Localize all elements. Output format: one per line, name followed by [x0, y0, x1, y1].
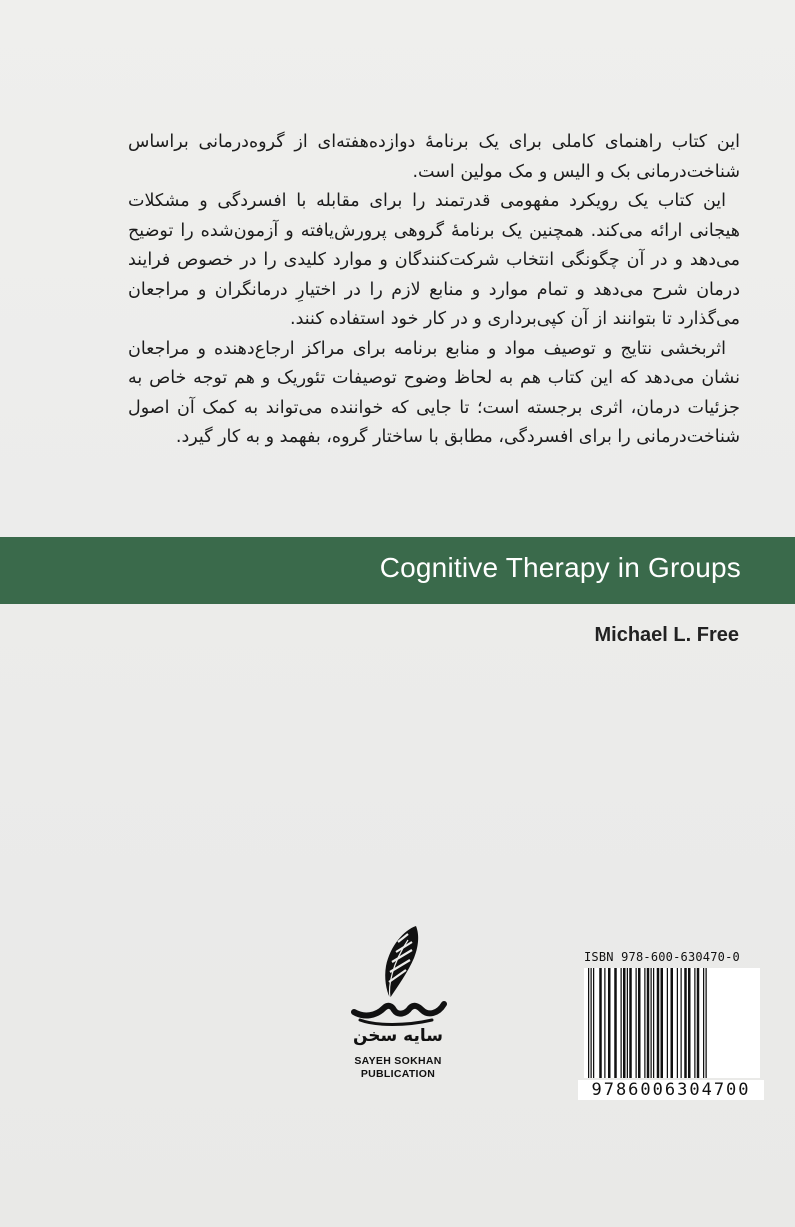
book-description	[128, 128, 740, 453]
barcode	[584, 968, 760, 1078]
description-paragraph-2: این کتاب یک رویکرد مفهومی قدرتمند را برای مقابله با افسردگی و مشکلات هیجانی ارائه می‌کند. همچنین یک برنامهٔ گروهی پرورش‌یافته و آزمون‌شده را توضیح می‌دهد و در آن چگونگی انتخاب شرکت‌کنندگان و موارد کلیدی را در خصوص فرایند درمان شرح می‌دهد و تمام موارد و منابع لازم را در اختیارِ درمانگران و مراجعان می‌گذارد تا بتوانند از آن کپی‌برداری و در کار خود استفاده کنند.	[128, 191, 740, 329]
isbn-label: ISBN 978-600-630470-0	[584, 950, 740, 964]
publisher-name-fa: سایه سخن	[353, 1026, 443, 1046]
title-band	[0, 537, 795, 604]
feather-quill-icon	[346, 920, 450, 1030]
author-name: Michael L. Free	[594, 624, 739, 646]
barcode-bars	[584, 968, 760, 1078]
book-title: Cognitive Therapy in Groups	[379, 552, 741, 583]
publisher-name-en: SAYEH SOKHAN	[354, 1055, 442, 1067]
description-paragraph-3: اثربخشی نتایج و توصیف مواد و منابع برنامه برای مراکز ارجاع‌دهنده و مراجعان نشان می‌دهد که این کتاب هم به لحاظ وضوح توصیفات تئوریک و هم توجه خاص به جزئیات درمان، اثری برجسته است؛ تا جایی که خواننده می‌تواند به کمک آن اصول شناخت‌درمانی را برای افسردگی، مطابق با ساختار گروه، بفهمد و به کار گیرد.	[128, 338, 740, 447]
barcode-digits: 9786006304700	[578, 1080, 764, 1100]
publisher-logo	[318, 920, 478, 1110]
publisher-name-en-sub: PUBLICATION	[360, 1068, 436, 1080]
isbn-barcode-block	[578, 950, 764, 1106]
description-paragraph-1: این کتاب راهنمای کاملی برای یک برنامهٔ دوازده‌هفته‌ای از گروه‌درمانی براساس شناخت‌درمانی بک و الیس و مک مولین است.	[128, 132, 740, 182]
